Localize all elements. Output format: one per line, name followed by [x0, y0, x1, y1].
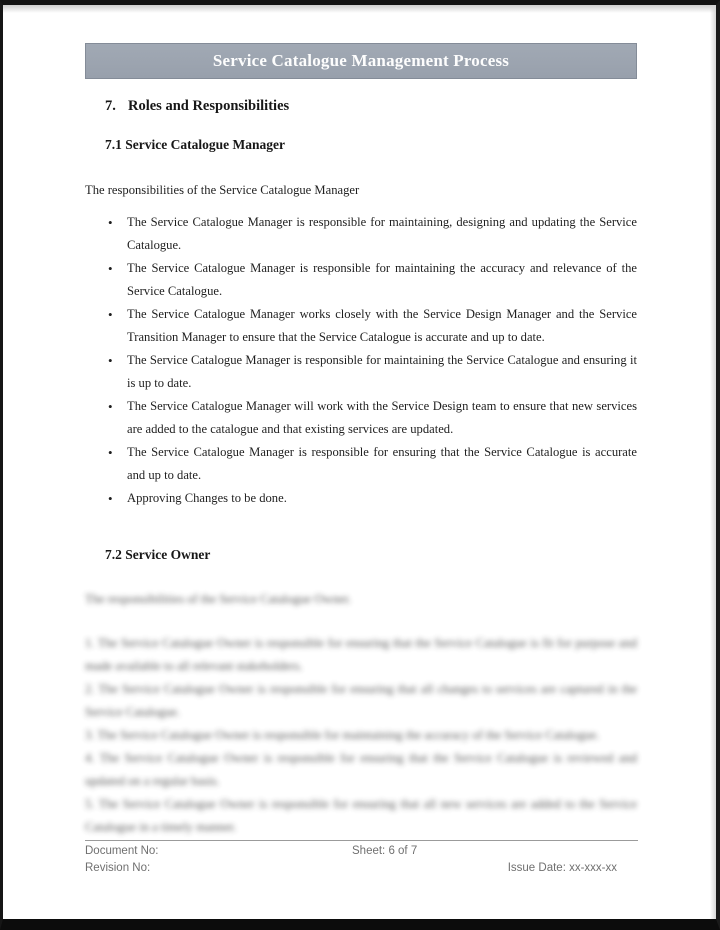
list-item: • The Service Catalogue Manager is responsible for ensuring that the Service Catalogue is accurate and up to date. — [85, 441, 637, 487]
footer-row-2 — [85, 860, 638, 877]
list-item: • The Service Catalogue Manager is responsible for maintaining the accuracy and relevance of the Service Catalogue. — [85, 257, 637, 303]
footer-issue-date: Issue Date: xx-xxx-xx — [507, 862, 617, 874]
document-title-bar — [85, 43, 637, 79]
intro-paragraph: The responsibilities of the Service Catalogue Manager — [85, 183, 360, 197]
footer-sheet-number: Sheet: 6 of 7 — [352, 845, 418, 857]
footer-document-no: Document No: — [85, 845, 159, 857]
blurred-line: 4. The Service Catalogue Owner is responsible for ensuring that the Service Catalogue is reviewed and updated on a regular basis. — [85, 751, 637, 788]
document-title: Service Catalogue Management Process — [212, 51, 510, 70]
blurred-line: 2. The Service Catalogue Owner is responsible for ensuring that all changes to services are captured in the Service Catalogue. — [85, 682, 637, 719]
list-item: • Approving Changes to be done. — [85, 487, 637, 510]
page-footer — [85, 840, 638, 877]
list-item: • The Service Catalogue Manager is responsible for maintaining the Service Catalogue and ensuring it is up to date. — [85, 349, 637, 395]
blurred-line: 1. The Service Catalogue Owner is responsible for ensuring that the Service Catalogue is fit for purpose and made available to all relevant stakeholders. — [85, 636, 637, 673]
section-title: Roles and Responsibilities — [128, 98, 290, 114]
blurred-intro: The responsibilities of the Service Catalogue Owner. — [85, 592, 352, 606]
blurred-line: 3. The Service Catalogue Owner is responsible for maintaining the accuracy of the Service Catalogue. — [85, 728, 600, 742]
footer-revision-no: Revision No: — [85, 862, 151, 874]
subsection-heading-owner: 7.2 Service Owner — [105, 547, 211, 562]
responsibilities-list — [85, 211, 637, 510]
footer-row-1 — [85, 843, 638, 860]
page-content — [85, 5, 637, 839]
list-item: • The Service Catalogue Manager works closely with the Service Design Manager and the Service Transition Manager to ensure that the Service Catalogue is accurate and up to date. — [85, 303, 637, 349]
blurred-line: 5. The Service Catalogue Owner is responsible for ensuring that all new services are added to the Service Catalogue in a timely manner. — [85, 797, 637, 834]
blurred-preview-text — [85, 588, 637, 839]
section-heading — [105, 98, 637, 115]
scan-edge-right — [710, 5, 716, 919]
list-item: • The Service Catalogue Manager is responsible for maintaining, designing and updating the Service Catalogue. — [85, 211, 637, 257]
section-number: 7. — [105, 98, 116, 114]
subsection-heading-manager: 7.1 Service Catalogue Manager — [105, 137, 285, 152]
list-item: • The Service Catalogue Manager will work with the Service Design team to ensure that new services are added to the catalogue and that existing services are updated. — [85, 395, 637, 441]
